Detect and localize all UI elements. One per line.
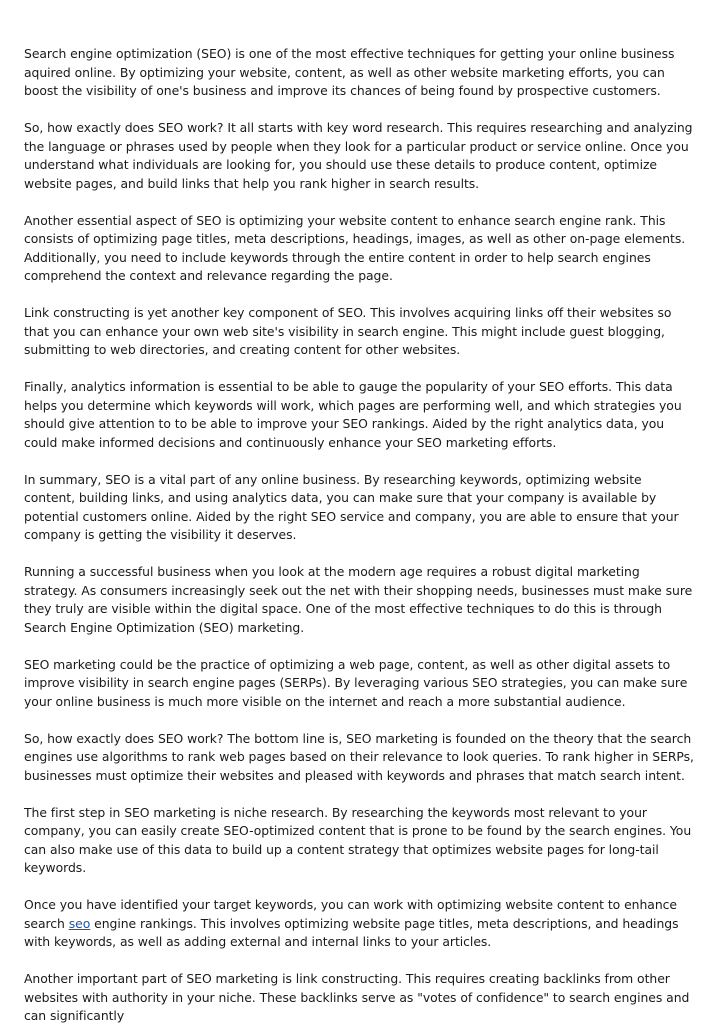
paragraph: Finally, analytics information is essential to be able to gauge the popularity of your SEO efforts. This data helps you determine which keywords will work, which pages are performing well, and which strategies you should give attention to to be able to improve your SEO rankings. Aided by the right analytics data, you could make informed decisions and continuously enhance your SEO marketing efforts. xyxy=(24,379,682,450)
paragraph: SEO marketing could be the practice of optimizing a web page, content, as well as other digital assets to improve visibility in search engine pages (SERPs). By leveraging various SEO strategies, you can make sure your online business is much more visible on the internet and reach a more substantial audience. xyxy=(24,656,688,709)
paragraph: Search engine optimization (SEO) is one of the most effective techniques for getting your online business aquired online. By optimizing your website, content, as well as other website marketing efforts, you can boost the visibility of one's business and improve its chances of being found by prospective customers. xyxy=(24,46,675,98)
paragraph: Another important part of SEO marketing is link constructing. This requires creating backlinks from other websites with authority in your niche. These backlinks serve as "votes of confidence" to search engines and can significantly xyxy=(24,971,690,1023)
paragraph: So, how exactly does SEO work? The bottom line is, SEO marketing is founded on the theory that the search engines use algorithms to rank web pages based on their relevance to look queries. To rank higher in SERPs, businesses must optimize their websites and pleased with keywords and phrases that match search intent. xyxy=(24,730,694,783)
paragraph: In summary, SEO is a vital part of any online business. By researching keywords, optimizing website content, building links, and using analytics data, you can make sure that your company is available by potential customers online. Aided by the right SEO service and company, you are able to ensure that your company is getting the visibility it deserves. xyxy=(24,471,679,542)
paragraph: The first step in SEO marketing is niche research. By researching the keywords most relevant to your company, you can easily create SEO-optimized content that is prone to be found by the search engines. You can also make use of this data to build up a content strategy that optimizes website pages for long-tail keywords. xyxy=(24,804,692,875)
paragraph: Running a successful business when you look at the modern age requires a robust digital marketing strategy. As consumers increasingly seek out the net with their shopping needs, businesses must make sure they truly are visible within the digital space. One of the most effective techniques to do this is through Search Engine Optimization (SEO) marketing. xyxy=(24,564,693,635)
paragraph: So, how exactly does SEO work? It all starts with key word research. This requires researching and analyzing the language or phrases used by people when they look for a particular product or service online. Once you understand what individuals are looking for, you should use these details to produce content, optimize website pages, and build links that help you rank higher in search results. xyxy=(24,120,693,191)
paragraph-text-before-link: Once you have identified your target keywords, you can work with optimizing website content to enhance search xyxy=(24,897,677,931)
paragraph: Another essential aspect of SEO is optimizing your website content to enhance search engine rank. This consists of optimizing page titles, meta descriptions, headings, images, as well as other on-page elements. Additionally, you need to include keywords through the entire content in order to help search engines comprehend the context and relevance regarding the page. xyxy=(24,212,686,283)
seo-link[interactable]: seo xyxy=(68,915,91,931)
paragraph-text-after-link: engine rankings. This involves optimizing website page titles, meta descriptions, and headings with keywords, as well as adding external and internal links to your articles. xyxy=(24,915,679,949)
paragraph: Link constructing is yet another key component of SEO. This involves acquiring links off their websites so that you can enhance your own web site's visibility in search engine. This might include guest blogging, submitting to web directories, and creating content for other websites. xyxy=(24,305,672,357)
paragraph-with-link xyxy=(24,896,696,952)
